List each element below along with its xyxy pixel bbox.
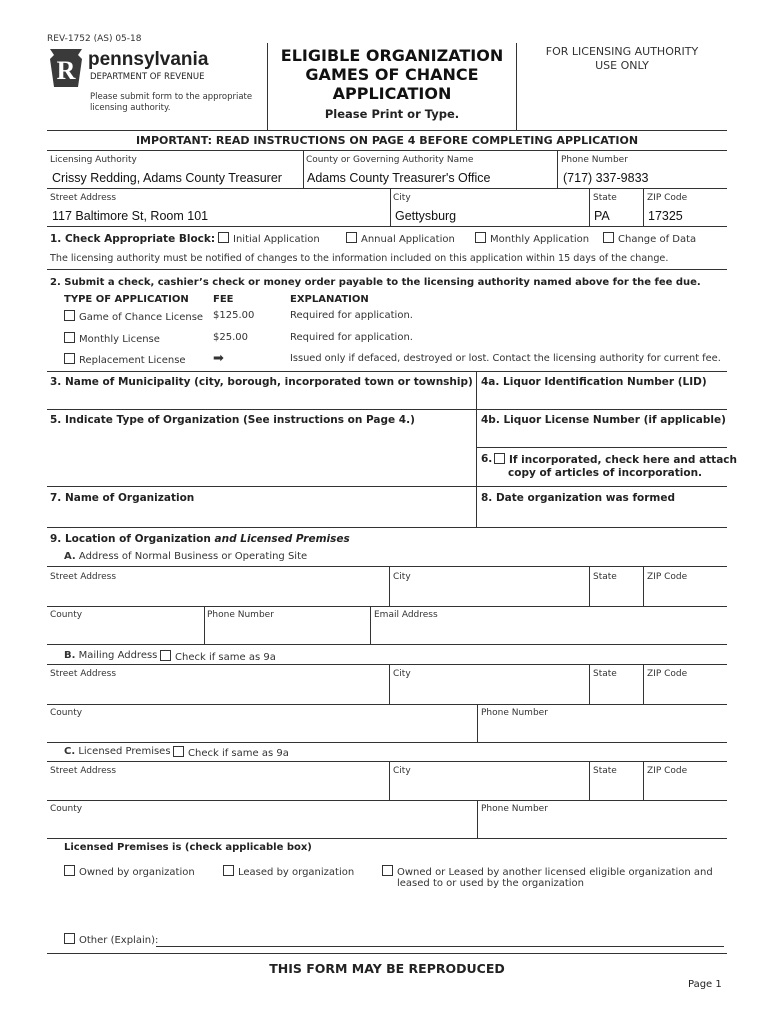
- col-expl: EXPLANATION: [290, 294, 369, 305]
- change-of-data-checkbox[interactable]: Change of Data: [603, 232, 696, 245]
- important-note: IMPORTANT: READ INSTRUCTIONS ON PAGE 4 BEFORE COMPLETING APPLICATION: [135, 134, 639, 147]
- s9-label: 9. Location of Organization and Licensed Premises: [50, 533, 350, 545]
- s7-label: 7. Name of Organization: [50, 492, 195, 504]
- form-title-1: ELIGIBLE ORGANIZATION: [280, 46, 504, 65]
- authority-use-1: FOR LICENSING AUTHORITY: [545, 45, 699, 58]
- b-street-label: Street Address: [50, 669, 117, 679]
- a-state-label: State: [593, 572, 617, 582]
- expl-3: Issued only if defaced, destroyed or lost. Contact the licensing authority for current fee.: [290, 353, 721, 364]
- state-field[interactable]: PA: [594, 209, 610, 223]
- leased-checkbox[interactable]: Leased by organization: [223, 865, 354, 878]
- zip-label: ZIP Code: [647, 193, 688, 203]
- expl-1: Required for application.: [290, 310, 413, 321]
- a-city-label: City: [393, 572, 411, 582]
- premises-label: Licensed Premises is (check applicable box): [64, 842, 312, 853]
- b-city-label: City: [393, 669, 411, 679]
- s4a-label: 4a. Liquor Identification Number (LID): [481, 376, 707, 388]
- s1-label: 1. Check Appropriate Block:: [50, 233, 216, 245]
- fee-1: $125.00: [213, 310, 255, 321]
- reproduce-note: THIS FORM MAY BE REPRODUCED: [269, 961, 505, 976]
- form-title-2: GAMES OF CHANCE: [305, 65, 479, 84]
- c-street-label: Street Address: [50, 766, 117, 776]
- s1-note: The licensing authority must be notified of changes to the information included on this application within 15 days of the change.: [50, 253, 669, 264]
- street-field[interactable]: 117 Baltimore St, Room 101: [52, 209, 209, 223]
- monthly-application-checkbox[interactable]: Monthly Application: [475, 232, 589, 245]
- a-county-label: County: [50, 610, 83, 620]
- licensing-authority-label: Licensing Authority: [50, 155, 137, 165]
- arrow-icon: ➡: [213, 351, 224, 366]
- s6-label-2: copy of articles of incorporation.: [508, 467, 703, 479]
- s6-num: 6.: [481, 453, 493, 465]
- print-note: Please Print or Type.: [324, 107, 460, 121]
- county-authority-field[interactable]: Adams County Treasurer's Office: [307, 171, 491, 185]
- replacement-license-checkbox[interactable]: Replacement License: [64, 353, 186, 366]
- a-email-label: Email Address: [374, 610, 438, 620]
- a-zip-label: ZIP Code: [647, 572, 688, 582]
- keystone-icon: [48, 49, 84, 87]
- phone-label: Phone Number: [561, 155, 628, 165]
- s9c-label: C. Licensed Premises: [64, 746, 171, 757]
- phone-field[interactable]: (717) 337-9833: [563, 171, 649, 185]
- svg-text:R: R: [56, 56, 76, 85]
- other-org-label-2: leased to or used by the organization: [397, 878, 585, 889]
- col-fee: FEE: [213, 294, 234, 305]
- authority-use-2: USE ONLY: [595, 59, 649, 72]
- b-same-checkbox[interactable]: Check if same as 9a: [160, 650, 276, 663]
- b-county-label: County: [50, 708, 83, 718]
- expl-2: Required for application.: [290, 332, 413, 343]
- street-label: Street Address: [50, 193, 117, 203]
- b-phone-label: Phone Number: [481, 708, 548, 718]
- a-street-label: Street Address: [50, 572, 117, 582]
- s3-label: 3. Name of Municipality (city, borough, incorporated town or township): [50, 376, 473, 388]
- form-title-3: APPLICATION: [332, 84, 452, 103]
- c-county-label: County: [50, 804, 83, 814]
- b-zip-label: ZIP Code: [647, 669, 688, 679]
- page-number: Page 1: [688, 979, 722, 990]
- s5-label: 5. Indicate Type of Organization (See instructions on Page 4.): [50, 414, 415, 426]
- pa-logo: [48, 49, 84, 87]
- initial-application-checkbox[interactable]: Initial Application: [218, 232, 320, 245]
- city-label: City: [393, 193, 411, 203]
- b-state-label: State: [593, 669, 617, 679]
- a-phone-label: Phone Number: [207, 610, 274, 620]
- fee-2: $25.00: [213, 332, 248, 343]
- s9a-label: A. Address of Normal Business or Operating Site: [64, 551, 308, 562]
- form-id: REV-1752 (AS) 05-18: [47, 34, 142, 44]
- incorporated-checkbox[interactable]: If incorporated, check here and attach: [494, 453, 737, 466]
- submit-note-2: licensing authority.: [90, 103, 171, 113]
- other-explain-line[interactable]: [156, 946, 724, 947]
- state-label: State: [593, 193, 617, 203]
- s4b-label: 4b. Liquor License Number (if applicable): [481, 414, 726, 426]
- s9b-label: B. Mailing Address: [64, 650, 158, 661]
- s2-label: 2. Submit a check, cashier’s check or money order payable to the licensing authority named above for the fee due.: [50, 277, 701, 288]
- owned-checkbox[interactable]: Owned by organization: [64, 865, 195, 878]
- col-type: TYPE OF APPLICATION: [64, 294, 189, 305]
- county-authority-label: County or Governing Authority Name: [306, 155, 474, 165]
- c-state-label: State: [593, 766, 617, 776]
- zip-field[interactable]: 17325: [648, 209, 683, 223]
- logo-dept: DEPARTMENT OF REVENUE: [90, 72, 205, 82]
- licensing-authority-field[interactable]: Crissy Redding, Adams County Treasurer: [52, 171, 282, 185]
- s8-label: 8. Date organization was formed: [481, 492, 676, 504]
- submit-note-1: Please submit form to the appropriate: [90, 92, 253, 102]
- c-phone-label: Phone Number: [481, 804, 548, 814]
- c-zip-label: ZIP Code: [647, 766, 688, 776]
- c-city-label: City: [393, 766, 411, 776]
- other-explain-checkbox[interactable]: Other (Explain):: [64, 933, 158, 946]
- c-same-checkbox[interactable]: Check if same as 9a: [173, 746, 289, 759]
- game-of-chance-checkbox[interactable]: Game of Chance License: [64, 310, 203, 323]
- other-org-checkbox[interactable]: Owned or Leased by another licensed eligible organization and: [382, 865, 713, 878]
- logo-state: pennsylvania: [88, 49, 209, 70]
- annual-application-checkbox[interactable]: Annual Application: [346, 232, 455, 245]
- city-field[interactable]: Gettysburg: [395, 209, 457, 223]
- monthly-license-checkbox[interactable]: Monthly License: [64, 332, 160, 345]
